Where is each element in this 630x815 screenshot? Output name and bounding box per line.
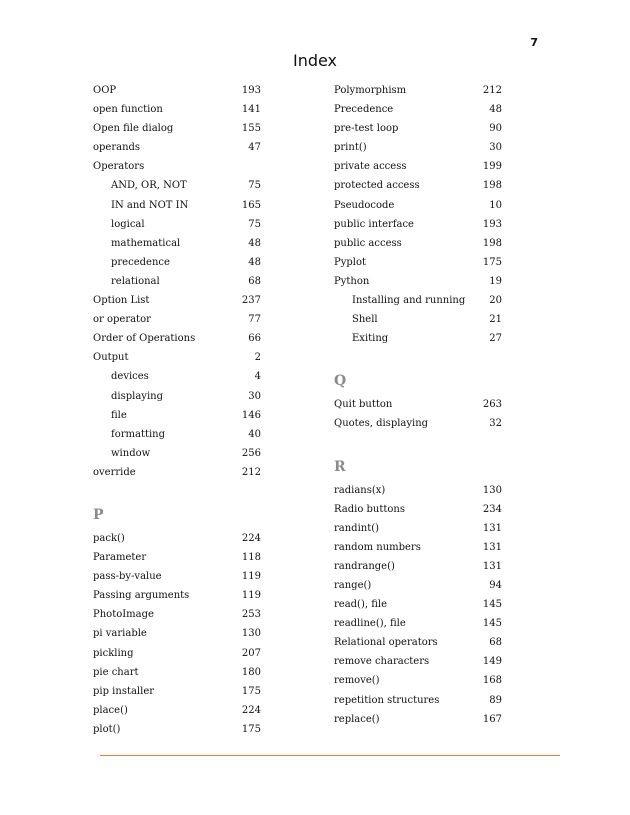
- entry-term: OOP: [93, 85, 117, 96]
- index-entry: [334, 633, 502, 652]
- entry-term: remove(): [334, 675, 380, 687]
- index-entry: [334, 196, 502, 215]
- entry-page-number: 149: [482, 656, 502, 668]
- entry-page-number: 146: [241, 409, 261, 421]
- entry-term: devices: [111, 371, 149, 383]
- index-entry: [334, 557, 502, 576]
- index-entry: [93, 138, 261, 157]
- entry-term: Exiting: [352, 333, 389, 345]
- index-entry: [93, 682, 261, 701]
- section-spacer: [334, 348, 502, 367]
- letter-heading: P: [93, 506, 104, 523]
- entry-page-number: 165: [241, 199, 261, 211]
- index-entry: [334, 81, 502, 100]
- entry-term: window: [111, 447, 151, 459]
- entry-page-number: 90: [489, 123, 502, 135]
- entry-term: IN and NOT IN: [111, 199, 189, 211]
- index-subentry: [93, 367, 261, 386]
- entry-term: Installing and running: [352, 295, 466, 307]
- entry-term: Radio buttons: [334, 503, 405, 515]
- entry-term: Open file dialog: [93, 123, 174, 135]
- entry-term: Output: [93, 352, 129, 364]
- entry-term: Polymorphism: [334, 85, 407, 96]
- entry-page-number: 256: [241, 447, 261, 459]
- index-subentry: [93, 272, 261, 291]
- entry-term: pre-test loop: [334, 123, 399, 135]
- index-subentry: [334, 291, 502, 310]
- index-entry: [334, 519, 502, 538]
- index-entry: [93, 567, 261, 586]
- entry-page-number: 199: [482, 161, 502, 173]
- index-entry: [334, 272, 502, 291]
- entry-term: Relational operators: [334, 637, 438, 649]
- index-subentry: [334, 310, 502, 329]
- entry-page-number: 131: [482, 522, 502, 534]
- index-entry: [334, 138, 502, 157]
- entry-page-number: 68: [489, 637, 502, 649]
- entry-page-number: 175: [241, 723, 261, 735]
- entry-page-number: 155: [241, 123, 261, 135]
- entry-term: randrange(): [334, 560, 395, 572]
- index-subentry: [93, 444, 261, 463]
- letter-heading: Q: [334, 373, 347, 390]
- entry-term: displaying: [111, 390, 163, 402]
- index-entry: [334, 176, 502, 195]
- entry-page-number: 224: [241, 704, 261, 716]
- entry-term: readline(), file: [334, 618, 406, 630]
- index-entry: [93, 548, 261, 567]
- index-subentry: [93, 176, 261, 195]
- index-subentry: [93, 387, 261, 406]
- entry-page-number: 32: [489, 418, 502, 430]
- index-entry: [93, 529, 261, 548]
- entry-term: randint(): [334, 522, 380, 534]
- index-entry: [93, 624, 261, 643]
- entry-term: Shell: [352, 314, 378, 326]
- index-entry: [93, 100, 261, 119]
- index-entry: [334, 100, 502, 119]
- index-entry: [334, 253, 502, 272]
- entry-term: plot(): [93, 723, 121, 735]
- entry-term: Pyplot: [334, 256, 367, 268]
- entry-page-number: 68: [248, 275, 261, 287]
- index-subentry: [93, 196, 261, 215]
- entry-term: read(), file: [334, 599, 388, 611]
- entry-page-number: 4: [254, 371, 261, 383]
- entry-page-number: 21: [489, 314, 502, 326]
- entry-page-number: 193: [482, 218, 502, 230]
- entry-term: public interface: [334, 218, 414, 230]
- index-entry: [93, 119, 261, 138]
- footer-rule: [100, 755, 560, 756]
- entry-term: or operator: [93, 314, 151, 326]
- entry-page-number: 175: [241, 685, 261, 697]
- index-entry: [93, 463, 261, 482]
- entry-term: mathematical: [111, 237, 181, 249]
- index-entry: [334, 215, 502, 234]
- entry-term: remove characters: [334, 656, 430, 668]
- entry-term: pip installer: [93, 685, 155, 697]
- entry-term: Quit button: [334, 399, 393, 411]
- entry-page-number: 30: [248, 390, 261, 402]
- entry-page-number: 48: [489, 104, 502, 116]
- index-column-right: [334, 81, 502, 729]
- entry-page-number: 145: [482, 599, 502, 611]
- entry-page-number: 167: [482, 713, 502, 725]
- entry-term: Operators: [93, 161, 145, 173]
- index-entry: [93, 663, 261, 682]
- index-entry: [334, 414, 502, 433]
- entry-term: range(): [334, 579, 372, 591]
- entry-page-number: 40: [248, 428, 261, 440]
- entry-page-number: 234: [482, 503, 502, 515]
- entry-term: Option List: [93, 295, 150, 307]
- entry-page-number: 30: [489, 142, 502, 154]
- entry-page-number: 131: [482, 560, 502, 572]
- entry-page-number: 131: [482, 541, 502, 553]
- entry-page-number: 168: [482, 675, 502, 687]
- index-entry: [334, 481, 502, 500]
- entry-page-number: 48: [248, 256, 261, 268]
- letter-heading: R: [334, 458, 346, 475]
- entry-term: print(): [334, 142, 367, 154]
- index-entry: [93, 81, 261, 100]
- index-entry: [93, 720, 261, 739]
- index-entry: [334, 576, 502, 595]
- entry-term: logical: [111, 218, 145, 230]
- entry-page-number: 141: [241, 104, 261, 116]
- entry-term: repetition structures: [334, 694, 440, 706]
- entry-term: Precedence: [334, 104, 394, 116]
- index-entry: [334, 652, 502, 671]
- entry-term: override: [93, 466, 136, 478]
- index-entry: [93, 644, 261, 663]
- entry-term: precedence: [111, 256, 170, 268]
- index-entry: [334, 157, 502, 176]
- index-entry: [334, 595, 502, 614]
- entry-term: file: [111, 409, 127, 421]
- index-subentry: [93, 406, 261, 425]
- entry-page-number: 145: [482, 618, 502, 630]
- index-column-left: [93, 81, 261, 739]
- entry-page-number: 89: [489, 694, 502, 706]
- entry-page-number: 119: [241, 590, 261, 602]
- index-entry: [334, 614, 502, 633]
- entry-term: replace(): [334, 713, 380, 725]
- index-entry: [334, 395, 502, 414]
- page-number: 7: [530, 36, 538, 49]
- entry-term: pie chart: [93, 666, 139, 678]
- index-entry: [334, 691, 502, 710]
- entry-page-number: 198: [482, 237, 502, 249]
- entry-page-number: 198: [482, 180, 502, 192]
- entry-page-number: 77: [248, 314, 261, 326]
- entry-term: Python: [334, 275, 370, 287]
- entry-page-number: 119: [241, 571, 261, 583]
- entry-page-number: 47: [248, 142, 261, 154]
- entry-page-number: 175: [482, 256, 502, 268]
- entry-page-number: 10: [489, 199, 502, 211]
- entry-term: Order of Operations: [93, 333, 196, 345]
- entry-term: Pseudocode: [334, 199, 395, 211]
- entry-term: formatting: [111, 428, 166, 440]
- index-entry: [93, 605, 261, 624]
- entry-page-number: 20: [489, 295, 502, 307]
- index-entry: [334, 671, 502, 690]
- entry-page-number: 66: [248, 333, 261, 345]
- entry-page-number: 19: [489, 275, 502, 287]
- entry-term: pack(): [93, 532, 125, 544]
- entry-page-number: 180: [241, 666, 261, 678]
- entry-page-number: 2: [254, 352, 261, 364]
- entry-term: radians(x): [334, 484, 386, 496]
- entry-page-number: 212: [241, 466, 261, 478]
- index-subentry: [93, 215, 261, 234]
- entry-page-number: 224: [241, 532, 261, 544]
- entry-term: place(): [93, 704, 128, 716]
- index-entry: [93, 586, 261, 605]
- index-subentry: [93, 425, 261, 444]
- entry-page-number: 75: [248, 180, 261, 192]
- entry-page-number: 130: [241, 628, 261, 640]
- entry-page-number: 253: [241, 609, 261, 621]
- entry-page-number: 75: [248, 218, 261, 230]
- entry-term: PhotoImage: [93, 609, 154, 621]
- index-entry: [93, 348, 261, 367]
- index-entry: [334, 119, 502, 138]
- section-spacer: [334, 434, 502, 453]
- entry-term: private access: [334, 161, 407, 173]
- index-entry: [93, 310, 261, 329]
- index-entry: [93, 329, 261, 348]
- index-entry: [334, 538, 502, 557]
- entry-page-number: 27: [489, 333, 502, 345]
- entry-term: Parameter: [93, 552, 147, 564]
- page-title: Index: [292, 51, 338, 70]
- entry-term: pi variable: [93, 628, 147, 640]
- index-entry: [334, 710, 502, 729]
- entry-page-number: 263: [482, 399, 502, 411]
- entry-term: public access: [334, 237, 402, 249]
- entry-page-number: 118: [241, 552, 261, 564]
- entry-page-number: 94: [489, 579, 502, 591]
- entry-page-number: 237: [241, 295, 261, 307]
- index-subentry: [334, 329, 502, 348]
- entry-term: operands: [93, 142, 141, 154]
- index-entry: [334, 500, 502, 519]
- index-entry: [93, 157, 261, 176]
- entry-term: open function: [93, 104, 163, 116]
- entry-term: Passing arguments: [93, 590, 190, 602]
- entry-page-number: 207: [241, 647, 261, 659]
- index-entry: [93, 291, 261, 310]
- index-subentry: [93, 234, 261, 253]
- index-entry: [93, 701, 261, 720]
- entry-term: relational: [111, 275, 160, 287]
- entry-term: random numbers: [334, 541, 421, 553]
- section-spacer: [93, 482, 261, 501]
- entry-term: Quotes, displaying: [334, 418, 429, 430]
- index-subentry: [93, 253, 261, 272]
- index-entry: [334, 234, 502, 253]
- entry-term: pickling: [93, 647, 134, 659]
- entry-term: protected access: [334, 180, 420, 192]
- entry-page-number: 130: [482, 484, 502, 496]
- entry-term: pass-by-value: [93, 571, 162, 583]
- entry-page-number: 193: [241, 85, 261, 96]
- entry-term: AND, OR, NOT: [111, 180, 187, 192]
- entry-page-number: 48: [248, 237, 261, 249]
- entry-page-number: 212: [482, 85, 502, 96]
